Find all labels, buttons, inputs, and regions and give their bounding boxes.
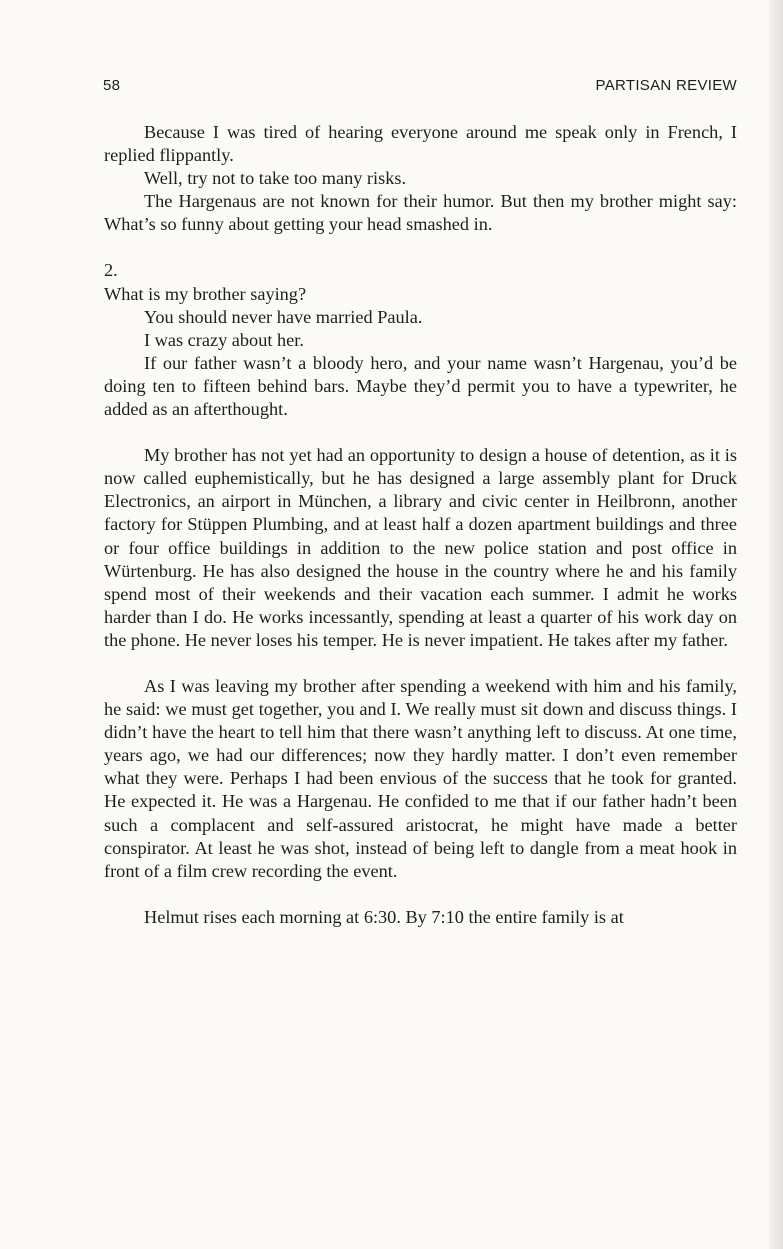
paragraph: The Hargenaus are not known for their humor. But then my brother might say: What’s so funny about getting your head smashed in. — [104, 191, 737, 235]
paragraph: Helmut rises each morning at 6:30. By 7:10 the entire family is at — [144, 906, 624, 927]
paragraph: I was crazy about her. — [144, 329, 304, 350]
section-number: 2. — [104, 260, 118, 281]
running-head — [103, 77, 737, 99]
paragraph: What is my brother saying? — [104, 283, 307, 304]
page-edge-shadow — [769, 0, 783, 1249]
page-number: 58 — [103, 77, 121, 94]
paragraph: If our father wasn’t a bloody hero, and your name wasn’t Hargenau, you’d be doing ten to fifteen behind bars. Maybe they’d permit you to have a typewriter, he added as an afterthought. — [104, 352, 737, 420]
paragraph: Well, try not to take too many risks. — [144, 168, 407, 189]
paragraph: As I was leaving my brother after spending a weekend with him and his family, he said: we must get together, you and I. We really must sit down and discuss things. I didn’t have the heart to tell him that there wasn’t anything left to discuss. At one time, years ago, we had our differences; now they hardly matter. I don’t even remember what they were. Perhaps I had been envious of the success that he took for granted. He expected it. He was a Hargenau. He confided to me that if our father hadn’t been such a complacent and self-assured aristocrat, he might have made a better conspirator. At least he was shot, instead of being left to dangle from a meat hook in front of a film crew recording the event. — [104, 675, 737, 881]
journal-title: PARTISAN REVIEW — [595, 77, 737, 94]
paragraph: My brother has not yet had an opportunity to design a house of detention, as it is now called euphemistically, but he has designed a large assembly plant for Druck Electronics, an airport in München, a library and civic center in Heilbronn, another factory for Stüppen Plumbing, and at least half a dozen apartment buildings and three or four office buildings in addition to the new police station and post office in Würtenburg. He has also designed the house in the country where he and his family spend most of their weekends and their vacation each summer. I admit he works harder than I do. He works incessantly, spending at least a quarter of his work day on the phone. He never loses his temper. He is never impatient. He takes after my father. — [104, 445, 737, 650]
paragraph: You should never have married Paula. — [144, 306, 423, 327]
body-text — [104, 121, 737, 929]
paragraph: Because I was tired of hearing everyone around me speak only in French, I replied flippantly. — [104, 122, 737, 166]
